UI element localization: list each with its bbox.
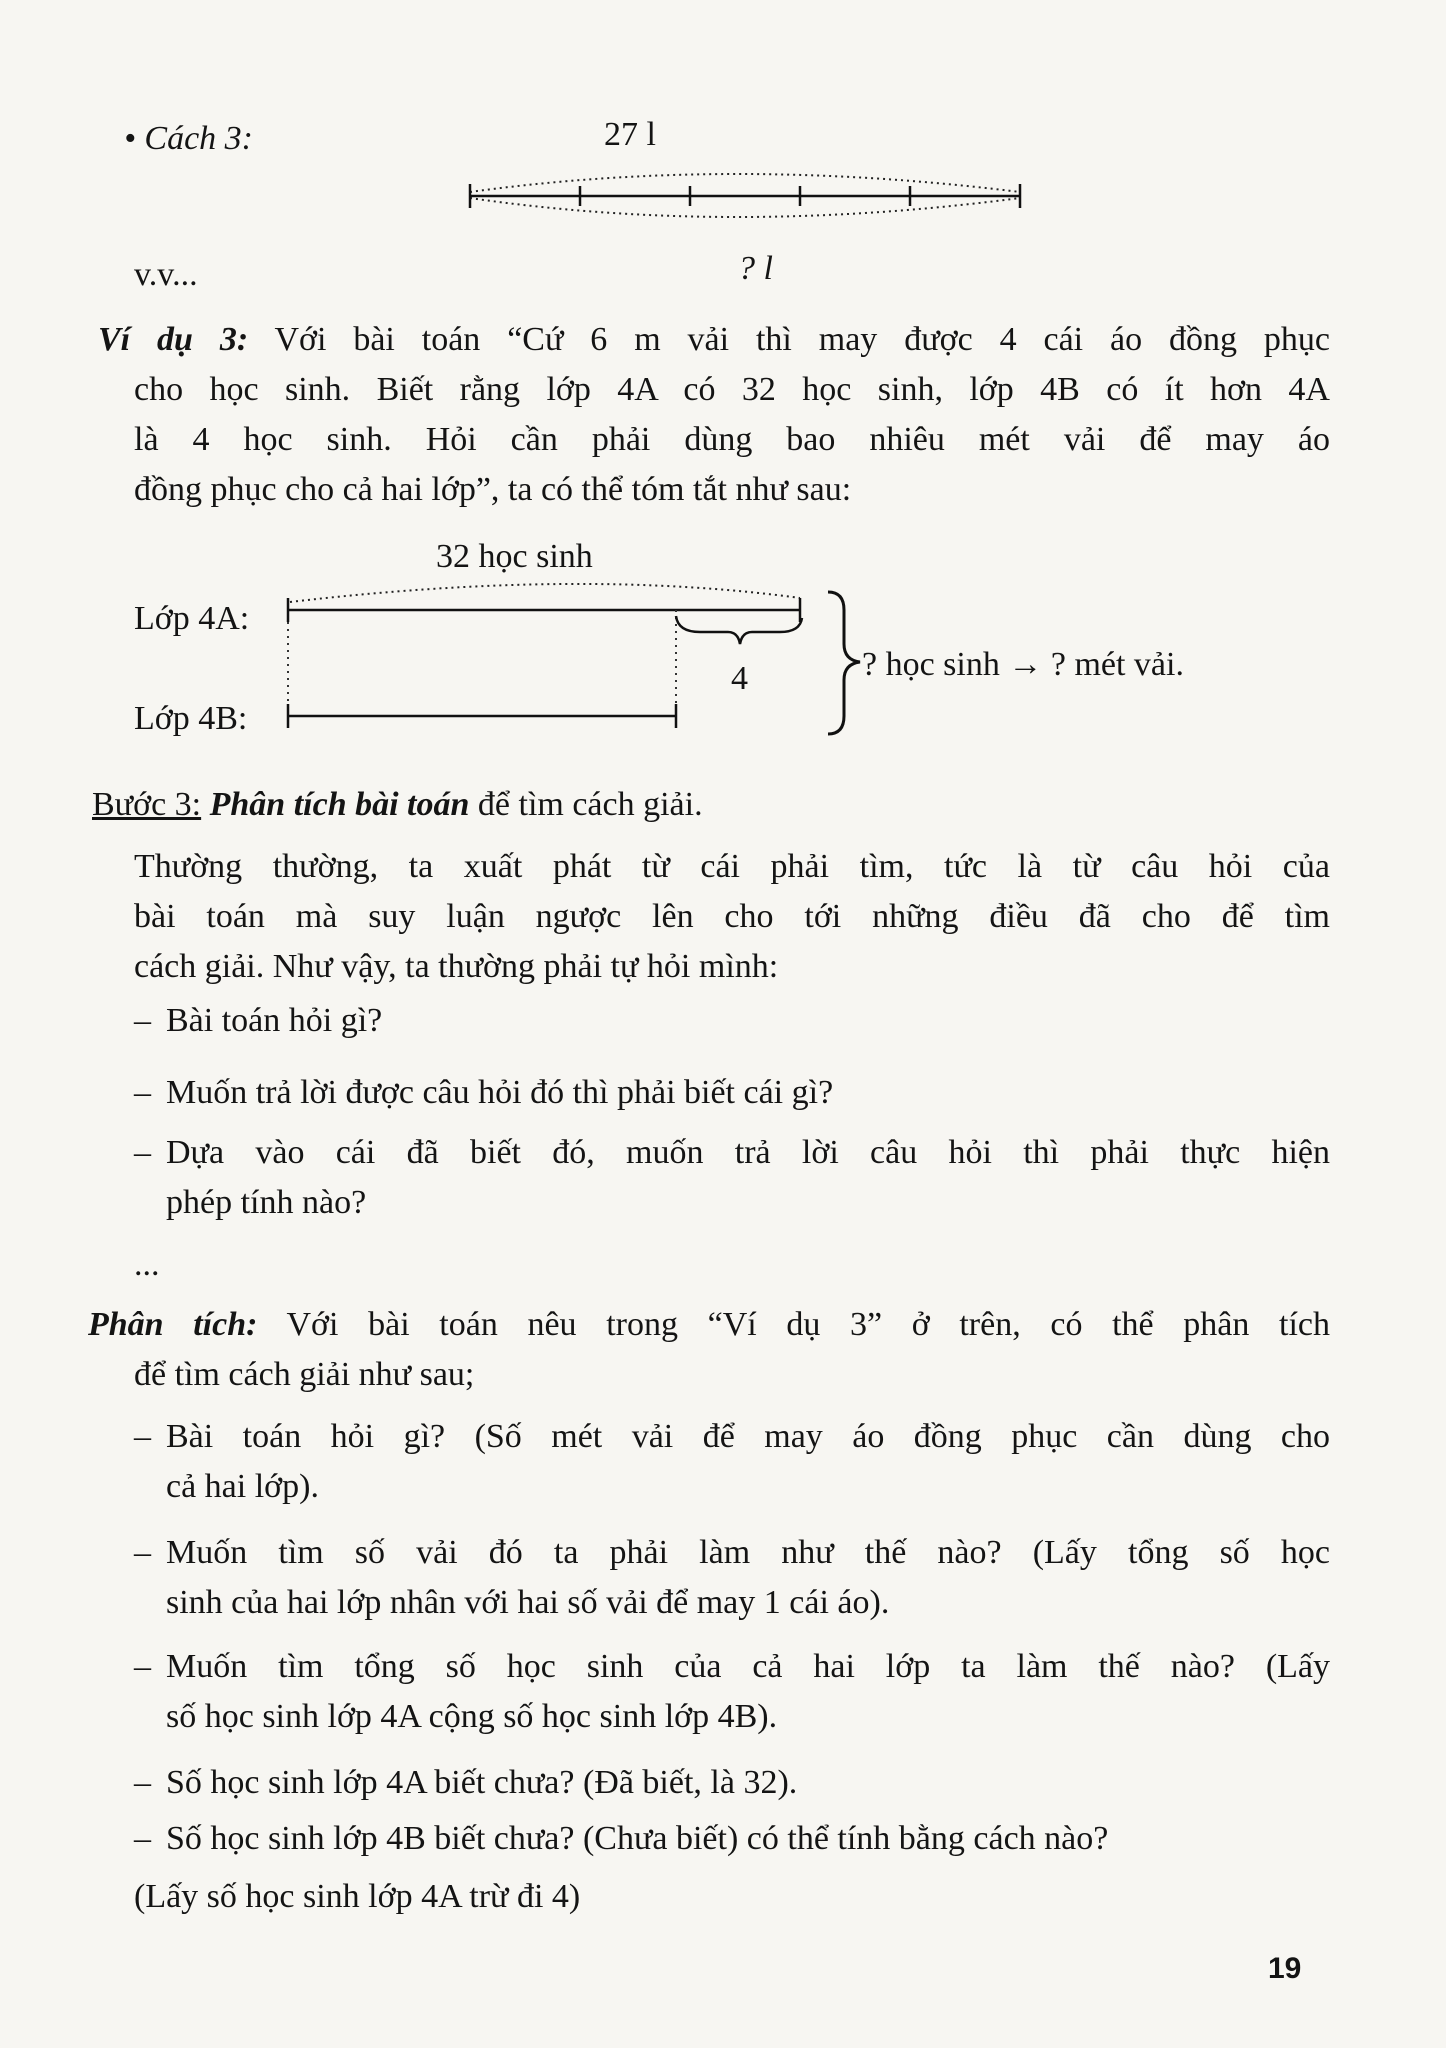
diagram-diff-brace [676,616,802,644]
ellipsis: ... [134,1246,160,1283]
analysis-item: – Muốn tìm số vải đó ta phải làm như thế nào? (Lấy tổng số học sinh của hai lớp nhân với hai số vải để may 1 cái áo). [134,1534,1330,1621]
example3-paragraph [98,315,1330,515]
cach3-unknown-label: ? l [738,250,773,287]
example3-line-3: là 4 học sinh. Hỏi cần phải dùng bao nhiêu mét vải để may áo [134,421,1330,458]
step3-label: Bước 3: [92,786,202,823]
cach3-segment-diagram [460,160,1040,240]
intro-line-3: cách giải. Như vậy, ta thường phải tự hỏi mình: [134,948,779,985]
example3-line-2: cho học sinh. Biết rằng lớp 4A có 32 học sinh, lớp 4B có ít hơn 4A [134,371,1330,408]
cach3-top-brace [470,174,1020,192]
step3-title: Phân tích bài toán [209,786,470,823]
cach3-bottom-brace [470,198,1020,217]
example3-line-1: Với bài toán “Cứ 6 m vải thì may được 4 cái áo đồng phục [274,321,1330,358]
diagram-row-b-label: Lớp 4B: [134,700,248,737]
cach3-label [124,122,253,156]
diagram-top-label: 32 học sinh [436,538,593,575]
analysis-line-2: để tìm cách giải như sau; [134,1356,475,1393]
question-item: – Muốn trả lời được câu hỏi đó thì phải biết cái gì? [134,1074,834,1111]
bullet-dot: • [124,120,136,157]
analysis-line-1: Với bài toán nêu trong “Ví dụ 3” ở trên, có thể phân tích [286,1306,1330,1343]
analysis-heading: Phân tích: [88,1306,258,1343]
analysis-item: – Bài toán hỏi gì? (Số mét vải để may áo đồng phục cần dùng cho cả hai lớp). [134,1418,1330,1505]
intro-paragraph [134,842,1330,992]
cach3-etc: v.v... [134,256,198,293]
example3-heading: Ví dụ 3: [98,321,249,358]
class-comparison-diagram [280,580,860,740]
analysis-item: – Số học sinh lớp 4B biết chưa? (Chưa biết) có thể tính bằng cách nào? [134,1820,1109,1857]
analysis-item: – Muốn tìm tổng số học sinh của cả hai lớp ta làm thế nào? (Lấy số học sinh lớp 4A cộng số học sinh lớp 4B). [134,1648,1330,1735]
step3-rest: để tìm cách giải. [469,786,703,823]
intro-line-1: Thường thường, ta xuất phát từ cái phải tìm, tức là từ câu hỏi của [134,848,1330,885]
analysis-paragraph [88,1300,1330,1400]
cach3-label-text: Cách 3: [144,120,253,157]
question-item: – Bài toán hỏi gì? [134,1002,383,1039]
diagram-diff-label: 4 [731,660,748,697]
question-item: – Dựa vào cái đã biết đó, muốn trả lời câu hỏi thì phải thực hiện phép tính nào? [134,1134,1330,1221]
diagram-result-label: ? học sinh → ? mét vải. [862,646,1184,683]
example3-line-4: đồng phục cho cả hai lớp”, ta có thể tóm tắt như sau: [134,471,852,508]
analysis-item: – Số học sinh lớp 4A biết chưa? (Đã biết, là 32). [134,1764,798,1801]
intro-line-2: bài toán mà suy luận ngược lên cho tới những điều đã cho để tìm [134,898,1330,935]
diagram-row-a-label: Lớp 4A: [134,600,250,637]
final-line: (Lấy số học sinh lớp 4A trừ đi 4) [134,1878,581,1915]
diagram-4a-brace [290,584,800,602]
step3-heading [92,788,703,822]
page-number: 19 [1268,1952,1302,1985]
cach3-total-label: 27 l [604,116,656,153]
